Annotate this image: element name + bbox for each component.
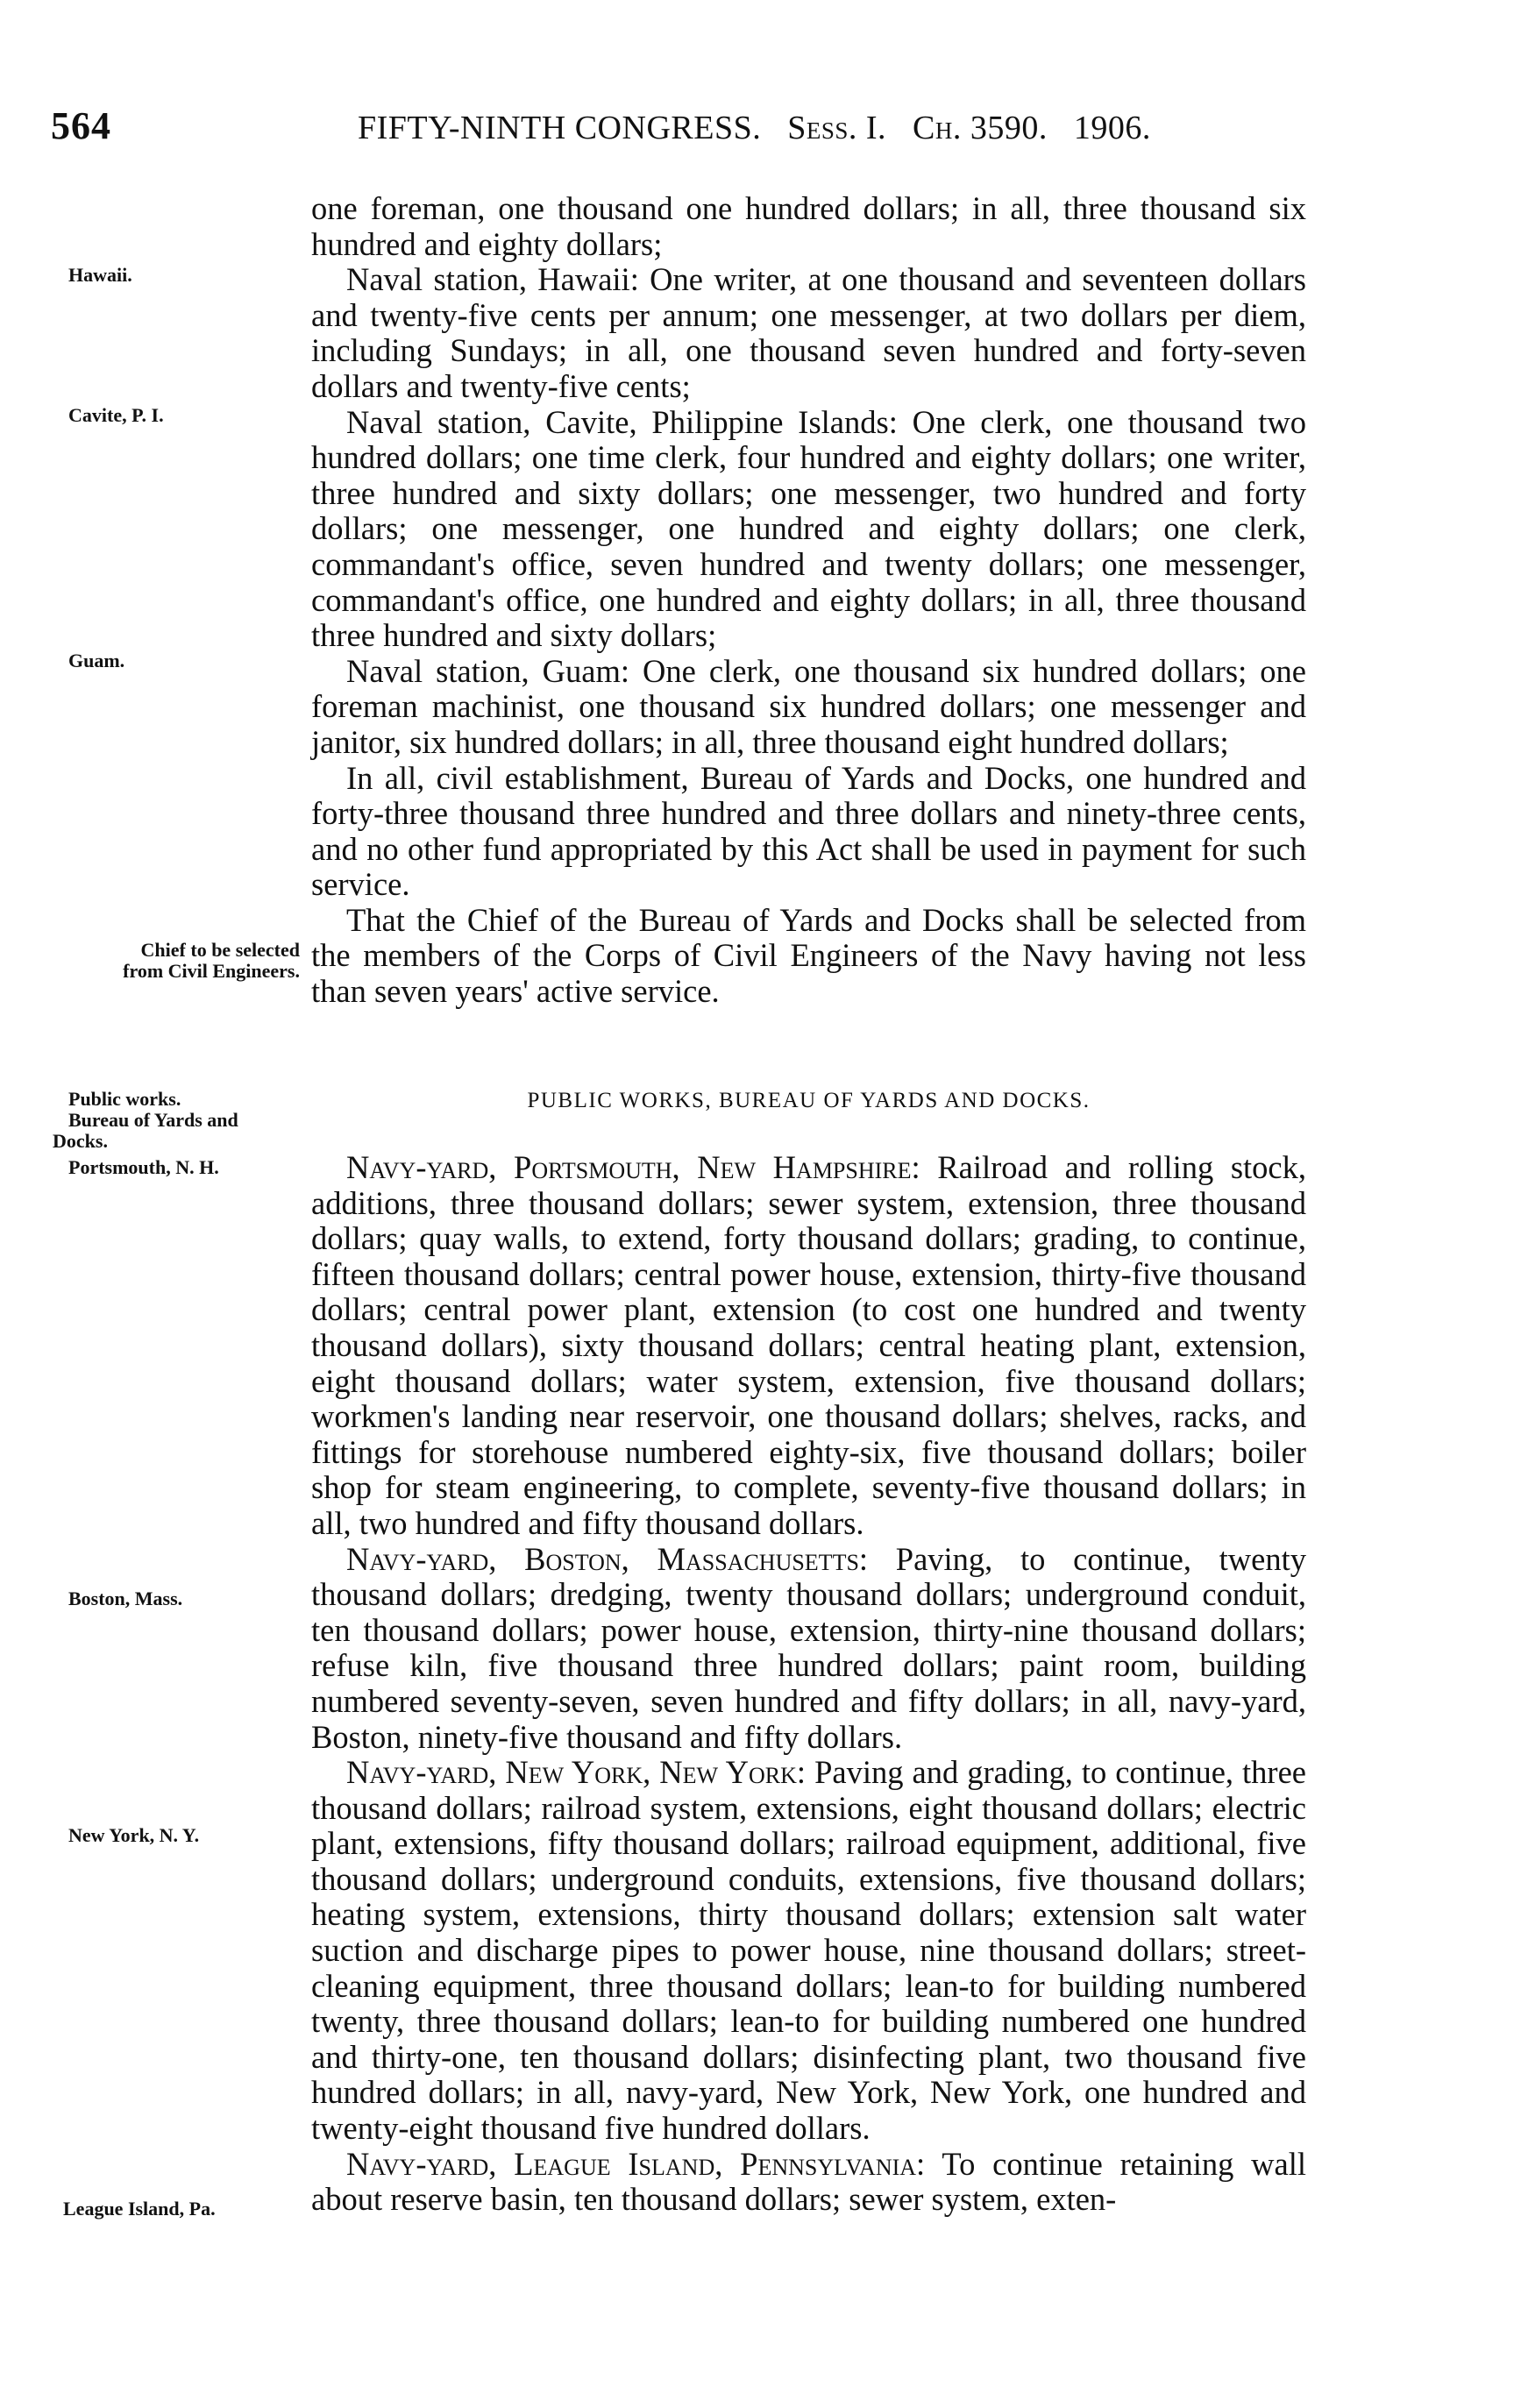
margin-note-league-island: League Island, Pa. — [63, 2198, 216, 2220]
paragraph-continuation: one foreman, one thousand one hundred dollars; in all, three thousand six hundred and eighty dollars; — [311, 190, 1306, 262]
chapter-label: Ch. 3590. — [913, 110, 1048, 146]
paragraph-chief: That the Chief of the Bureau of Yards and Docks shall be selected from the members of the Corps of Civil Engineers of the Navy having not less than seven years' active service. — [311, 901, 1306, 1010]
paragraph-boston — [311, 1542, 1306, 1756]
portsmouth-lead: Navy-yard, Portsmouth, New Hampshire: — [346, 1149, 920, 1185]
paragraph-cavite: Naval station, Cavite, Philippine Islands: One clerk, one thousand two hundred dollars; one time clerk, four hundred and eighty dollars; one writer, three hundred and sixty dollars; one messenger, two hundred and forty dollars; one messenger, one hundred and eighty dollars; one clerk, commandant's office, seven hundred and twenty dollars; one messenger, commandant's office, one hundred and eighty dollars; in all, three thousand three hundred and sixty dollars; — [311, 403, 1306, 654]
congress-label: FIFTY-NINTH CONGRESS. — [358, 110, 762, 146]
paragraph-portsmouth — [311, 1150, 1306, 1542]
margin-note-chief-line2: from Civil Engineers. — [123, 960, 300, 982]
paragraph-league-island — [311, 2147, 1306, 2218]
paragraph-new-york — [311, 1755, 1306, 2147]
margin-note-public-works-line3: Docks. — [53, 1130, 108, 1152]
section-heading: PUBLIC WORKS, BUREAU OF YARDS AND DOCKS. — [527, 1089, 1091, 1112]
margin-note-hawaii: Hawaii. — [68, 264, 132, 286]
boston-text: Paving, to continue, twenty thousand dollars; dredging, twenty thousand dollars; underground conduit, ten thousand dollars; power house, extension, thirty-nine thousand dollars; refuse kiln, five thousand three hundred dollars; paint room, building numbered seventy-seven, seven hundred and fifty dollars; in all, navy-yard, Boston, ninety-five thousand and fifty dollars. — [311, 1540, 1307, 1755]
margin-note-cavite: Cavite, P. I. — [68, 404, 164, 426]
league-island-text: To continue retaining wall about reserve basin, ten thousand dollars; sewer system, exten- — [311, 2145, 1307, 2218]
margin-note-boston: Boston, Mass. — [68, 1588, 183, 1609]
portsmouth-text: Railroad and rolling stock, additions, three thousand dollars; sewer system, extension, three thousand dollars; quay walls, to extend, forty thousand dollars; grading, to continue, fifteen thousand dollars; central power house, extension, thirty-five thousand dollars; central power plant, extension (to cost one hundred and twenty thousand dollars), sixty thousand dollars; central heating plant, extension, eight thousand dollars; water system, extension, five thousand dollars; workmen's landing near reservoir, one thousand dollars; shelves, racks, and fittings for storehouse numbered eighty-six, five thousand dollars; boiler shop for steam engineering, to complete, seventy-five thousand dollars; in all, two hundred and fifty thousand dollars. — [311, 1149, 1306, 1541]
new-york-text: Paving and grading, to continue, three thousand dollars; railroad system, extensions, eight thousand dollars; electric plant, extensions, fifty thousand dollars; railroad equipment, additional, five thousand dollars; underground conduits, extensions, five thousand dollars; heating system, extensions, thirty thousand dollars; extension salt water suction and discharge pipes to power house, nine thousand dollars; street-cleaning equipment, three thousand dollars; lean-to for building numbered twenty, three thousand dollars; lean-to for building numbered one hundred and thirty-one, ten thousand dollars; disinfecting plant, two thousand five hundred dollars; in all, navy-yard, New York, New York, one hundred and twenty-eight thousand five hundred dollars. — [311, 1754, 1306, 2147]
margin-note-chief-line1: Chief to be selected — [140, 939, 300, 961]
margin-note-chief — [44, 940, 300, 982]
paragraph-in-all: In all, civil establishment, Bureau of Yards and Docks, one hundred and forty-three thousand three hundred and three dollars and ninety-three cents, and no other fund appropriated by this Act shall be used in payment for such service. — [311, 759, 1306, 903]
margin-note-public-works-line2: Bureau of Yards and — [68, 1109, 238, 1131]
new-york-lead: Navy-yard, New York, New York: — [346, 1754, 807, 1791]
margin-note-public-works — [53, 1089, 238, 1152]
margin-note-portsmouth: Portsmouth, N. H. — [68, 1156, 219, 1178]
page-number: 564 — [51, 104, 111, 147]
margin-note-public-works-line1: Public works. — [68, 1088, 181, 1110]
league-island-lead: Navy-yard, League Island, Pennsylvania: — [346, 2145, 926, 2182]
session-label: Sess. I. — [787, 110, 887, 146]
boston-lead: Navy-yard, Boston, Massachusetts: — [346, 1540, 869, 1577]
paragraph-guam: Naval station, Guam: One clerk, one thousand six hundred dollars; one foreman machinist, one thousand six hundred dollars; one messenger and janitor, six hundred dollars; in all, three thousand eight hundred dollars; — [311, 652, 1306, 760]
running-title — [358, 109, 1151, 147]
text-block-upper — [311, 191, 1306, 1010]
margin-note-guam: Guam. — [68, 650, 125, 671]
year-label: 1906. — [1073, 110, 1151, 146]
margin-note-new-york: New York, N. Y. — [68, 1824, 200, 1846]
running-head — [0, 103, 1528, 156]
paragraph-hawaii: Naval station, Hawaii: One writer, at one thousand and seventeen dollars and twenty-five cents per annum; one messenger, at two dollars per diem, including Sundays; in all, one thousand seven hundred and forty-seven dollars and twenty-five cents; — [311, 261, 1306, 404]
text-block-lower — [311, 1150, 1306, 2218]
